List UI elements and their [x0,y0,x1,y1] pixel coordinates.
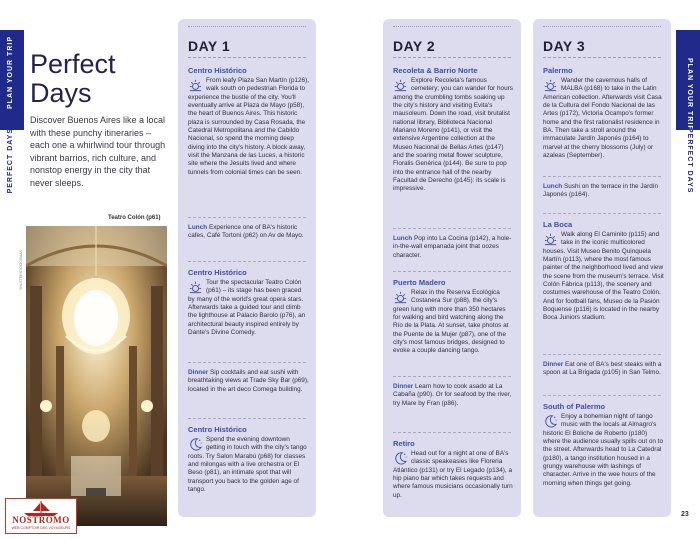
block-text: Enjoy a bohemian night of tango music with the locals at Almagro's historic El Boliche de Roberto (p180) where the audience usually spills out on to the street. Afterwards head to La Catedral (p180), a tango institution housed in a grungy warehouse with lashings of character. Arrive in the wee hours of the morning when things get going. [543,413,664,487]
block-text: Wander the cavernous halls of MALBA (p168) to take in the Latin American collection. Afterwards visit Casa de la Cultura del Fondo Nacional de las Artes (p172), Victoria Ocampo's former home and the first rationalist residence in BA. Then take a stroll around the immaculate Jardín Japonés (p164) to marvel at the cherry blossoms (July) or azaleas (September). [543,77,662,160]
logo-name: NOSTROMO [12,515,70,525]
day-rule [543,57,661,58]
block-heading: La Boca [543,220,573,229]
itinerary-block [543,402,664,488]
block-lead: Lunch [393,235,413,242]
card-top-rule [543,26,661,27]
sidebar-tab-label: PLAN YOUR TRIP [686,58,693,131]
block-text: Sushi on the terrace in the Jardín Japonés (p164). [543,183,659,199]
itinerary-block [188,66,309,177]
block-body [393,289,514,356]
lunch-tip [543,183,664,200]
day-card-1 [178,19,316,517]
page-title [30,50,116,108]
section-divider [393,271,511,272]
title-line-1: Perfect [30,49,116,79]
moon-icon [393,451,408,466]
block-body [188,77,309,177]
page-number: 23 [681,511,689,518]
block-lead: Dinner [393,383,414,390]
block-heading: Palermo [543,66,573,75]
sun-icon [393,290,408,305]
right-sidebar [676,0,700,539]
section-divider [188,418,306,419]
teatro-colon-photo [26,226,167,526]
day-card-3 [533,19,671,517]
itinerary-block [188,268,309,337]
block-body [188,224,309,241]
block-lead: Lunch [543,183,563,190]
block-body [188,436,309,494]
itinerary-block [543,66,664,160]
block-body [188,369,309,394]
block-heading: Recoleta & Barrio Norte [393,66,478,75]
section-divider [188,261,306,262]
day-label: DAY 3 [543,38,586,54]
sun-icon [543,78,558,93]
itinerary-block [393,66,514,194]
section-divider [393,228,511,229]
itinerary-block [188,425,309,494]
nostromo-logo [5,498,77,534]
moon-icon [543,414,558,429]
chandelier-hall-image [26,226,167,526]
card-top-rule [393,26,511,27]
day-rule [188,57,306,58]
section-divider [393,376,511,377]
block-heading: Puerto Madero [393,278,446,287]
block-heading: South of Palermo [543,402,606,411]
section-divider [188,217,306,218]
block-text: Tour the spectacular Teatro Colón (p61) – its stage has been graced by many of the world's great opera stars. Afterwards take a guided tour and climb the lighthouse at Palacio Barolo (p76), an architectural beauty inspired entirely by Dante's Divine Comedy. [188,279,306,337]
block-body [393,383,514,408]
sun-icon [188,78,203,93]
block-heading: Retiro [393,439,415,448]
sidebar-section-label: PERFECT DAYS [7,128,14,194]
photo-credit: SHUTTERSTOCK/ISAAX [19,250,23,290]
day-card-2 [383,19,521,517]
block-text: Walk along El Caminito (p115) and take in the iconic multicolored houses. Visit Museo Benito Quinquela Martín (p113), where the most famous painter of the neighborhood lived and view the scene from the museum's terrace. Visit Colón Fábrica (p113), the scenery and costumes warehouse of the Teatro Colón. And for football fans, Museo de la Pasión Boquense (p116) is located in the nearby Boca Juniors stadium. [543,231,664,322]
block-text: Explore Recoleta's famous cemetery; you can wander for hours among the crumbling tombs soaking up the city's history and visiting Evita's mausoleum. Down the road, visit brutalist national library, Biblioteca Nacional Mariano Moreno (p141), or visit the extensive Argentine collection at the Museo Nacional de Bellas Artes (p147) and the soaring metal flower sculpture, Floralis Genérica (p144). Be sure to pop into the entrance hall of the nearby Facultad de Derecho (p145): its scale is impressive. [393,77,513,193]
day-label: DAY 2 [393,38,436,54]
block-body [543,231,664,323]
section-divider [543,395,661,396]
block-heading: Centro Histórico [188,66,247,75]
title-line-2: Days [30,78,92,108]
lunch-tip [188,224,309,241]
photo-caption: Teatro Colón (p61) [108,215,161,221]
block-body [543,413,664,488]
moon-icon [188,437,203,452]
block-body [543,361,664,378]
itinerary-block [393,439,514,500]
card-top-rule [188,26,306,27]
dinner-tip [393,383,514,408]
block-lead: Dinner [188,369,209,376]
sidebar-tab-label: PLAN YOUR TRIP [7,36,14,109]
dinner-tip [543,361,664,378]
block-body [393,77,514,194]
block-text: Head out for a night at one of BA's classic speakeasies like Floreria Atlántico (p131) or try El Legado (p134), a hip piano bar which takes requests and where famous musicians occasionally turn up. [393,450,513,499]
section-divider [393,432,511,433]
day-label: DAY 1 [188,38,231,54]
block-text: Experience one of BA's historic cafes, Café Tortoni (p62) on Av de Mayo. [188,224,304,240]
itinerary-block [393,278,514,356]
section-divider [543,176,661,177]
intro-text: Discover Buenos Aires like a local with these punchy itineraries – each one a whirlwind tour through vibrant barrios, rich culture, and nonstop energy in the city that never sleeps. [30,115,166,188]
block-body [543,183,664,200]
block-text: Pop into La Cocina (p142), a hole-in-the-wall empanada joint that oozes character. [393,235,512,259]
section-divider [543,354,661,355]
block-text: Learn how to cook asado at La Cabaña (p90). Or for seafood by the river, try Mare by Fran (p86). [393,383,512,407]
block-lead: Dinner [543,361,564,368]
block-text: Eat one of BA's best steaks with a spoon at La Brigada (p105) in San Telmo. [543,361,662,377]
block-body [188,279,309,337]
sidebar-section-label: PERFECT DAYS [686,128,693,194]
sun-icon [188,280,203,295]
itinerary-block [543,220,664,323]
block-heading: Centro Histórico [188,425,247,434]
block-text: Spend the evening downtown getting in touch with the city's tango roots. Try Salon Marabú (p68) for classes and milongas with a live orchestra or El Beso (p81), an intimate spot that will transport you back to the golden age of tango. [188,436,307,494]
block-lead: Lunch [188,224,208,231]
section-divider [188,362,306,363]
block-text: From leafy Plaza San Martín (p126), walk south on pedestrian Florida to experience the bustle of the city. You'll eventually arrive at Plaza de Mayo (p58), the heart of Buenos Aires. This historic plaza is surrounded by Casa Rosada, the Catedral Metropolitana and the Cabildo Nacional, so spend the morning deep diving into the city's history. A block away, visit the Manzana de las Luces, a historic site where the Jesuits lived and where tunnels from colonial times can be seen. [188,77,310,176]
block-body [393,235,514,260]
day-rule [393,57,511,58]
block-text: Sip cocktails and eat sushi with breathtaking views at Trade Sky Bar (p69), located in the art deco Comega building. [188,369,309,393]
section-divider [543,213,661,214]
sun-icon [543,232,558,247]
dinner-tip [188,369,309,394]
sun-icon [393,78,408,93]
lunch-tip [393,235,514,260]
block-body [393,450,514,500]
logo-subtitle: WEB COMPTOIR DES VOYAGEURS [11,526,71,530]
block-body [543,77,664,160]
block-text: Relax in the Reserva Ecológica Costanera Sur (p88), the city's green lung with more than 350 hectares for walking and bird watching along the Río de la Plata. At sunset, take photos at the Puente de la Mujer (p87), one of the city's most famous bridges, designed to evoke a couple dancing tango. [393,289,509,355]
block-heading: Centro Histórico [188,268,247,277]
